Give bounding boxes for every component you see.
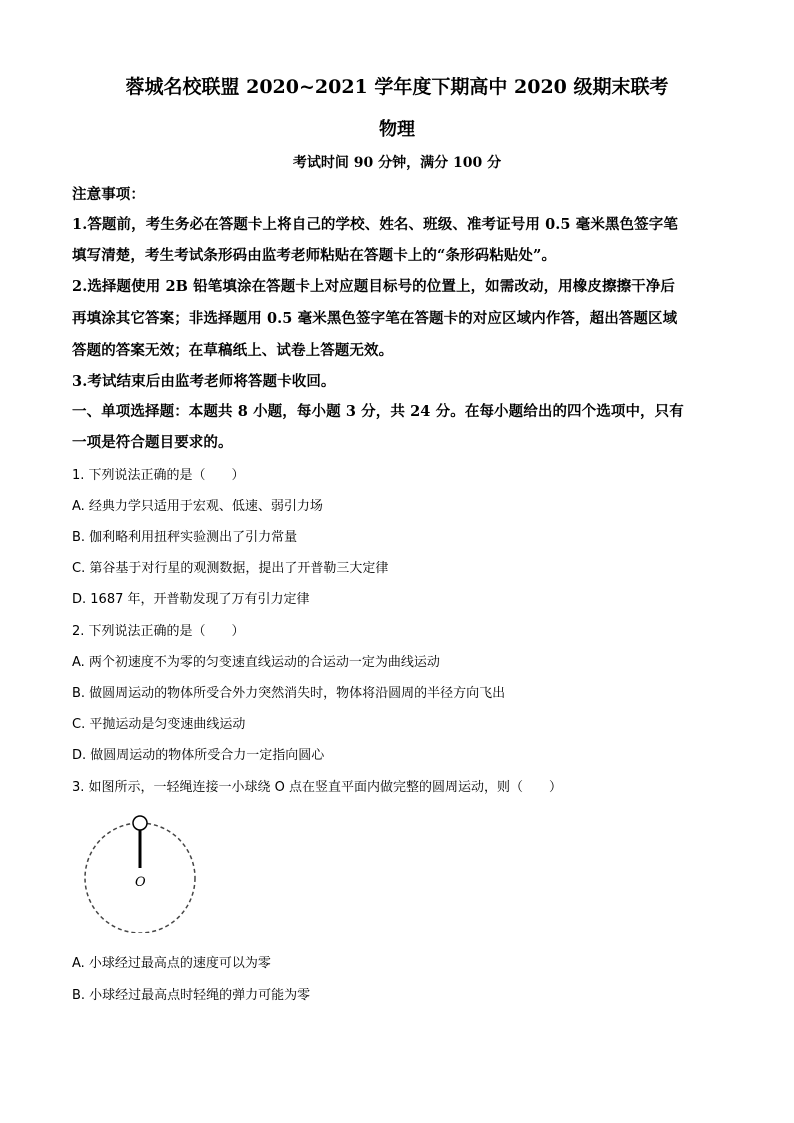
note-line: 1.答题前，考生务必在答题卡上将自己的学校、姓名、班级、准考证号用 0.5 毫米黑色签字笔 xyxy=(72,216,678,233)
question-2-option-c: C. 平抛运动是匀变速曲线运动 xyxy=(72,717,246,732)
section-heading: 一、单项选择题：本题共 8 小题，每小题 3 分，共 24 分。在每小题给出的四个选项中，只有 xyxy=(72,403,684,420)
question-1-option-a: A. 经典力学只适用于宏观、低速、弱引力场 xyxy=(72,499,323,514)
question-2-stem: 2. 下列说法正确的是（ ） xyxy=(72,624,245,639)
question-2-option-d: D. 做圆周运动的物体所受合力一定指向圆心 xyxy=(72,748,325,763)
subject-title: 物理 xyxy=(379,119,415,140)
circular-motion-figure xyxy=(78,803,208,933)
note-line: 答题的答案无效；在草稿纸上、试卷上答题无效。 xyxy=(72,342,394,359)
question-1-stem: 1. 下列说法正确的是（ ） xyxy=(72,468,245,483)
exam-title: 蓉城名校联盟 2020~2021 学年度下期高中 2020 级期末联考 xyxy=(125,76,669,98)
question-3-stem: 3. 如图所示，一轻绳连接一小球绕 O 点在竖直平面内做完整的圆周运动，则（ ） xyxy=(72,780,563,795)
question-3-option-b: B. 小球经过最高点时轻绳的弹力可能为零 xyxy=(72,988,311,1003)
question-1-option-b: B. 伽利略利用扭秤实验测出了引力常量 xyxy=(72,530,298,545)
exam-info: 考试时间 90 分钟，满分 100 分 xyxy=(292,155,502,171)
question-1-option-c: C. 第谷基于对行星的观测数据，提出了开普勒三大定律 xyxy=(72,561,389,576)
center-label-o: O xyxy=(135,875,146,890)
question-1-option-d: D. 1687 年，开普勒发现了万有引力定律 xyxy=(72,592,310,607)
note-line: 2.选择题使用 2B 铅笔填涂在答题卡上对应题目标号的位置上，如需改动，用橡皮擦擦干净后 xyxy=(72,278,675,295)
note-line: 再填涂其它答案；非选择题用 0.5 毫米黑色签字笔在答题卡的对应区域内作答，超出答题区域 xyxy=(72,310,678,327)
question-2-option-b: B. 做圆周运动的物体所受合外力突然消失时，物体将沿圆周的半径方向飞出 xyxy=(72,686,506,701)
note-line: 填写清楚，考生考试条形码由监考老师粘贴在答题卡上的“条形码粘贴处”。 xyxy=(72,247,557,264)
note-line: 3.考试结束后由监考老师将答题卡收回。 xyxy=(72,373,336,390)
ball-circle xyxy=(133,816,147,830)
question-3-option-a: A. 小球经过最高点的速度可以为零 xyxy=(72,956,271,971)
question-2-option-a: A. 两个初速度不为零的匀变速直线运动的合运动一定为曲线运动 xyxy=(72,655,440,670)
section-heading-cont: 一项是符合题目要求的。 xyxy=(72,434,233,451)
notes-heading: 注意事项： xyxy=(72,186,145,203)
